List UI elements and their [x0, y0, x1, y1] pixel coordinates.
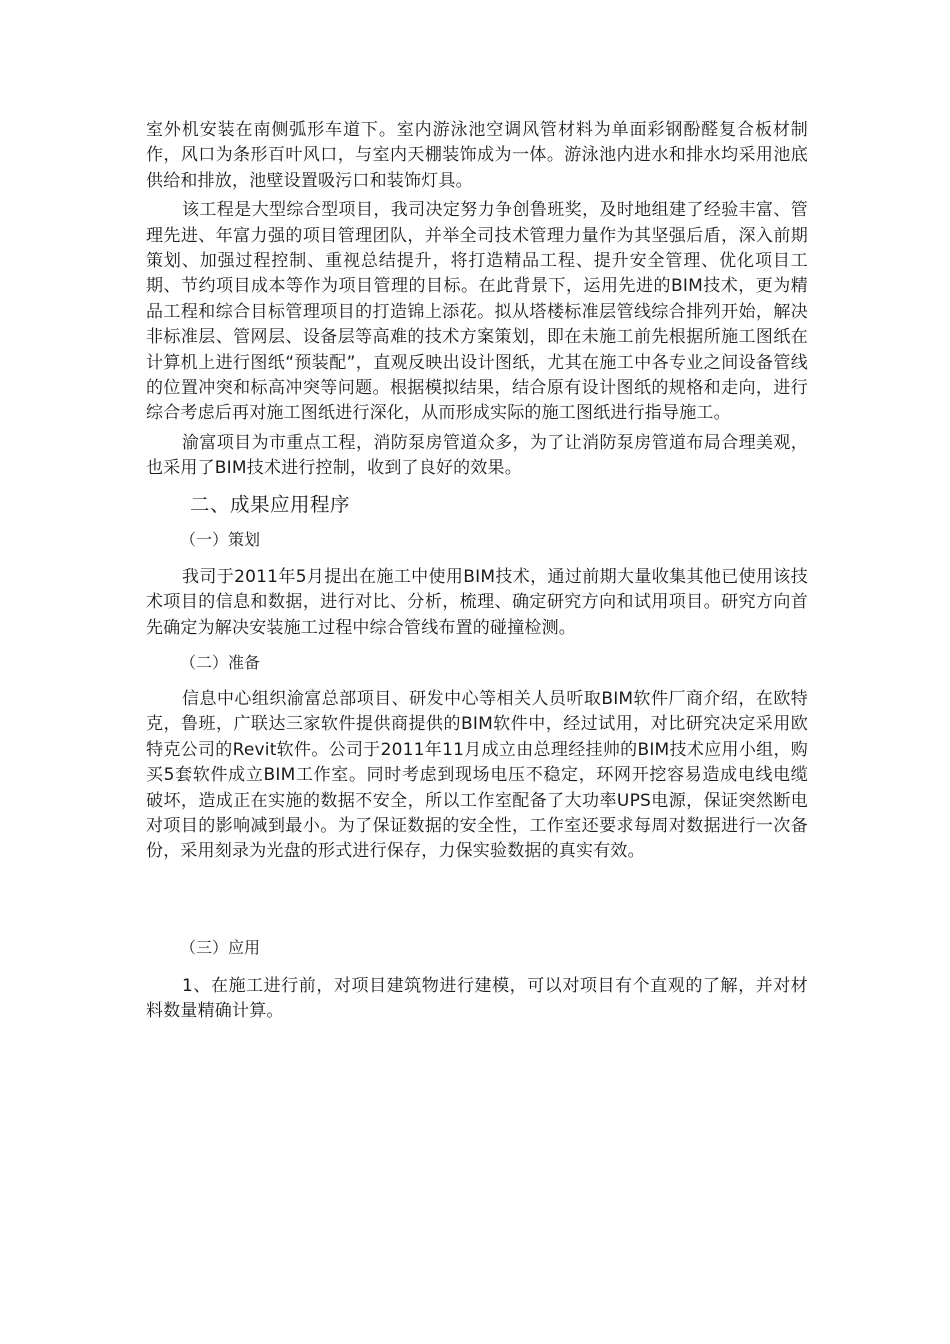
paragraph-preparation: 信息中心组织渝富总部项目、研发中心等相关人员听取BIM软件厂商介绍，在欧特克，鲁班，广联达三家软件提供商提供的BIM软件中，经过试用，对比研究决定采用欧特克公司的Revit软件。公司于2011年11月成立由总理经挂帅的BIM技术应用小组，购买5套软件成立BIM工作室。同时考虑到现场电压不稳定，环网开挖容易造成电线电缆破坏，造成正在实施的数据不安全，所以工作室配备了大功率UPS电源，保证突然断电对项目的影响减到最小。为了保证数据的安全性，工作室还要求每周对数据进行一次备份，采用刻录为光盘的形式进行保存，力保实验数据的真实有效。	[146, 688, 808, 862]
subheading-application: （三）应用	[180, 937, 261, 957]
paragraph-planning: 我司于2011年5月提出在施工中使用BIM技术，通过前期大量收集其他已使用该技术项目的信息和数据，进行对比、分析，梳理、确定研究方向和试用项目。研究方向首先确定为解决安装施工过程中综合管线布置的碰撞检测。	[146, 566, 808, 638]
document-page	[146, 118, 808, 1025]
section-heading-application-procedure: 二、成果应用程序	[190, 492, 351, 516]
paragraph-project-overview: 该工程是大型综合型项目，我司决定努力争创鲁班奖，及时地组建了经验丰富、管理先进、年富力强的项目管理团队，并举全司技术管理力量作为其坚强后盾，深入前期策划、加强过程控制、重视总结提升，将打造精品工程、提升安全管理、优化项目工期、节约项目成本等作为项目管理的目标。在此背景下，运用先进的BIM技术，更为精品工程和综合目标管理项目的打造锦上添花。拟从塔楼标准层管线综合排列开始，解决非标准层、管网层、设备层等高难的技术方案策划，即在未施工前先根据所施工图纸在计算机上进行图纸“预装配”，直观反映出设计图纸，尤其在施工中各专业之间设备管线的位置冲突和标高冲突等问题。根据模拟结果，结合原有设计图纸的规格和走向，进行综合考虑后再对施工图纸进行深化，从而形成实际的施工图纸进行指导施工。	[146, 200, 808, 424]
subheading-preparation: （二）准备	[180, 652, 261, 672]
paragraph-yufu-project: 渝富项目为市重点工程，消防泵房管道众多，为了让消防泵房管道布局合理美观，也采用了BIM技术进行控制，收到了良好的效果。	[146, 432, 808, 479]
paragraph-application-modeling: 1、在施工进行前，对项目建筑物进行建模，可以对项目有个直观的了解，并对材料数量精确计算。	[146, 975, 808, 1022]
paragraph-outdoor-unit: 室外机安装在南侧弧形车道下。室内游泳池空调风管材料为单面彩钢酚醛复合板材制作，风口为条形百叶风口，与室内天棚装饰成为一体。游泳池内进水和排水均采用池底供给和排放，池壁设置吸污口和装饰灯具。	[146, 120, 808, 191]
subheading-planning: （一）策划	[180, 529, 261, 549]
